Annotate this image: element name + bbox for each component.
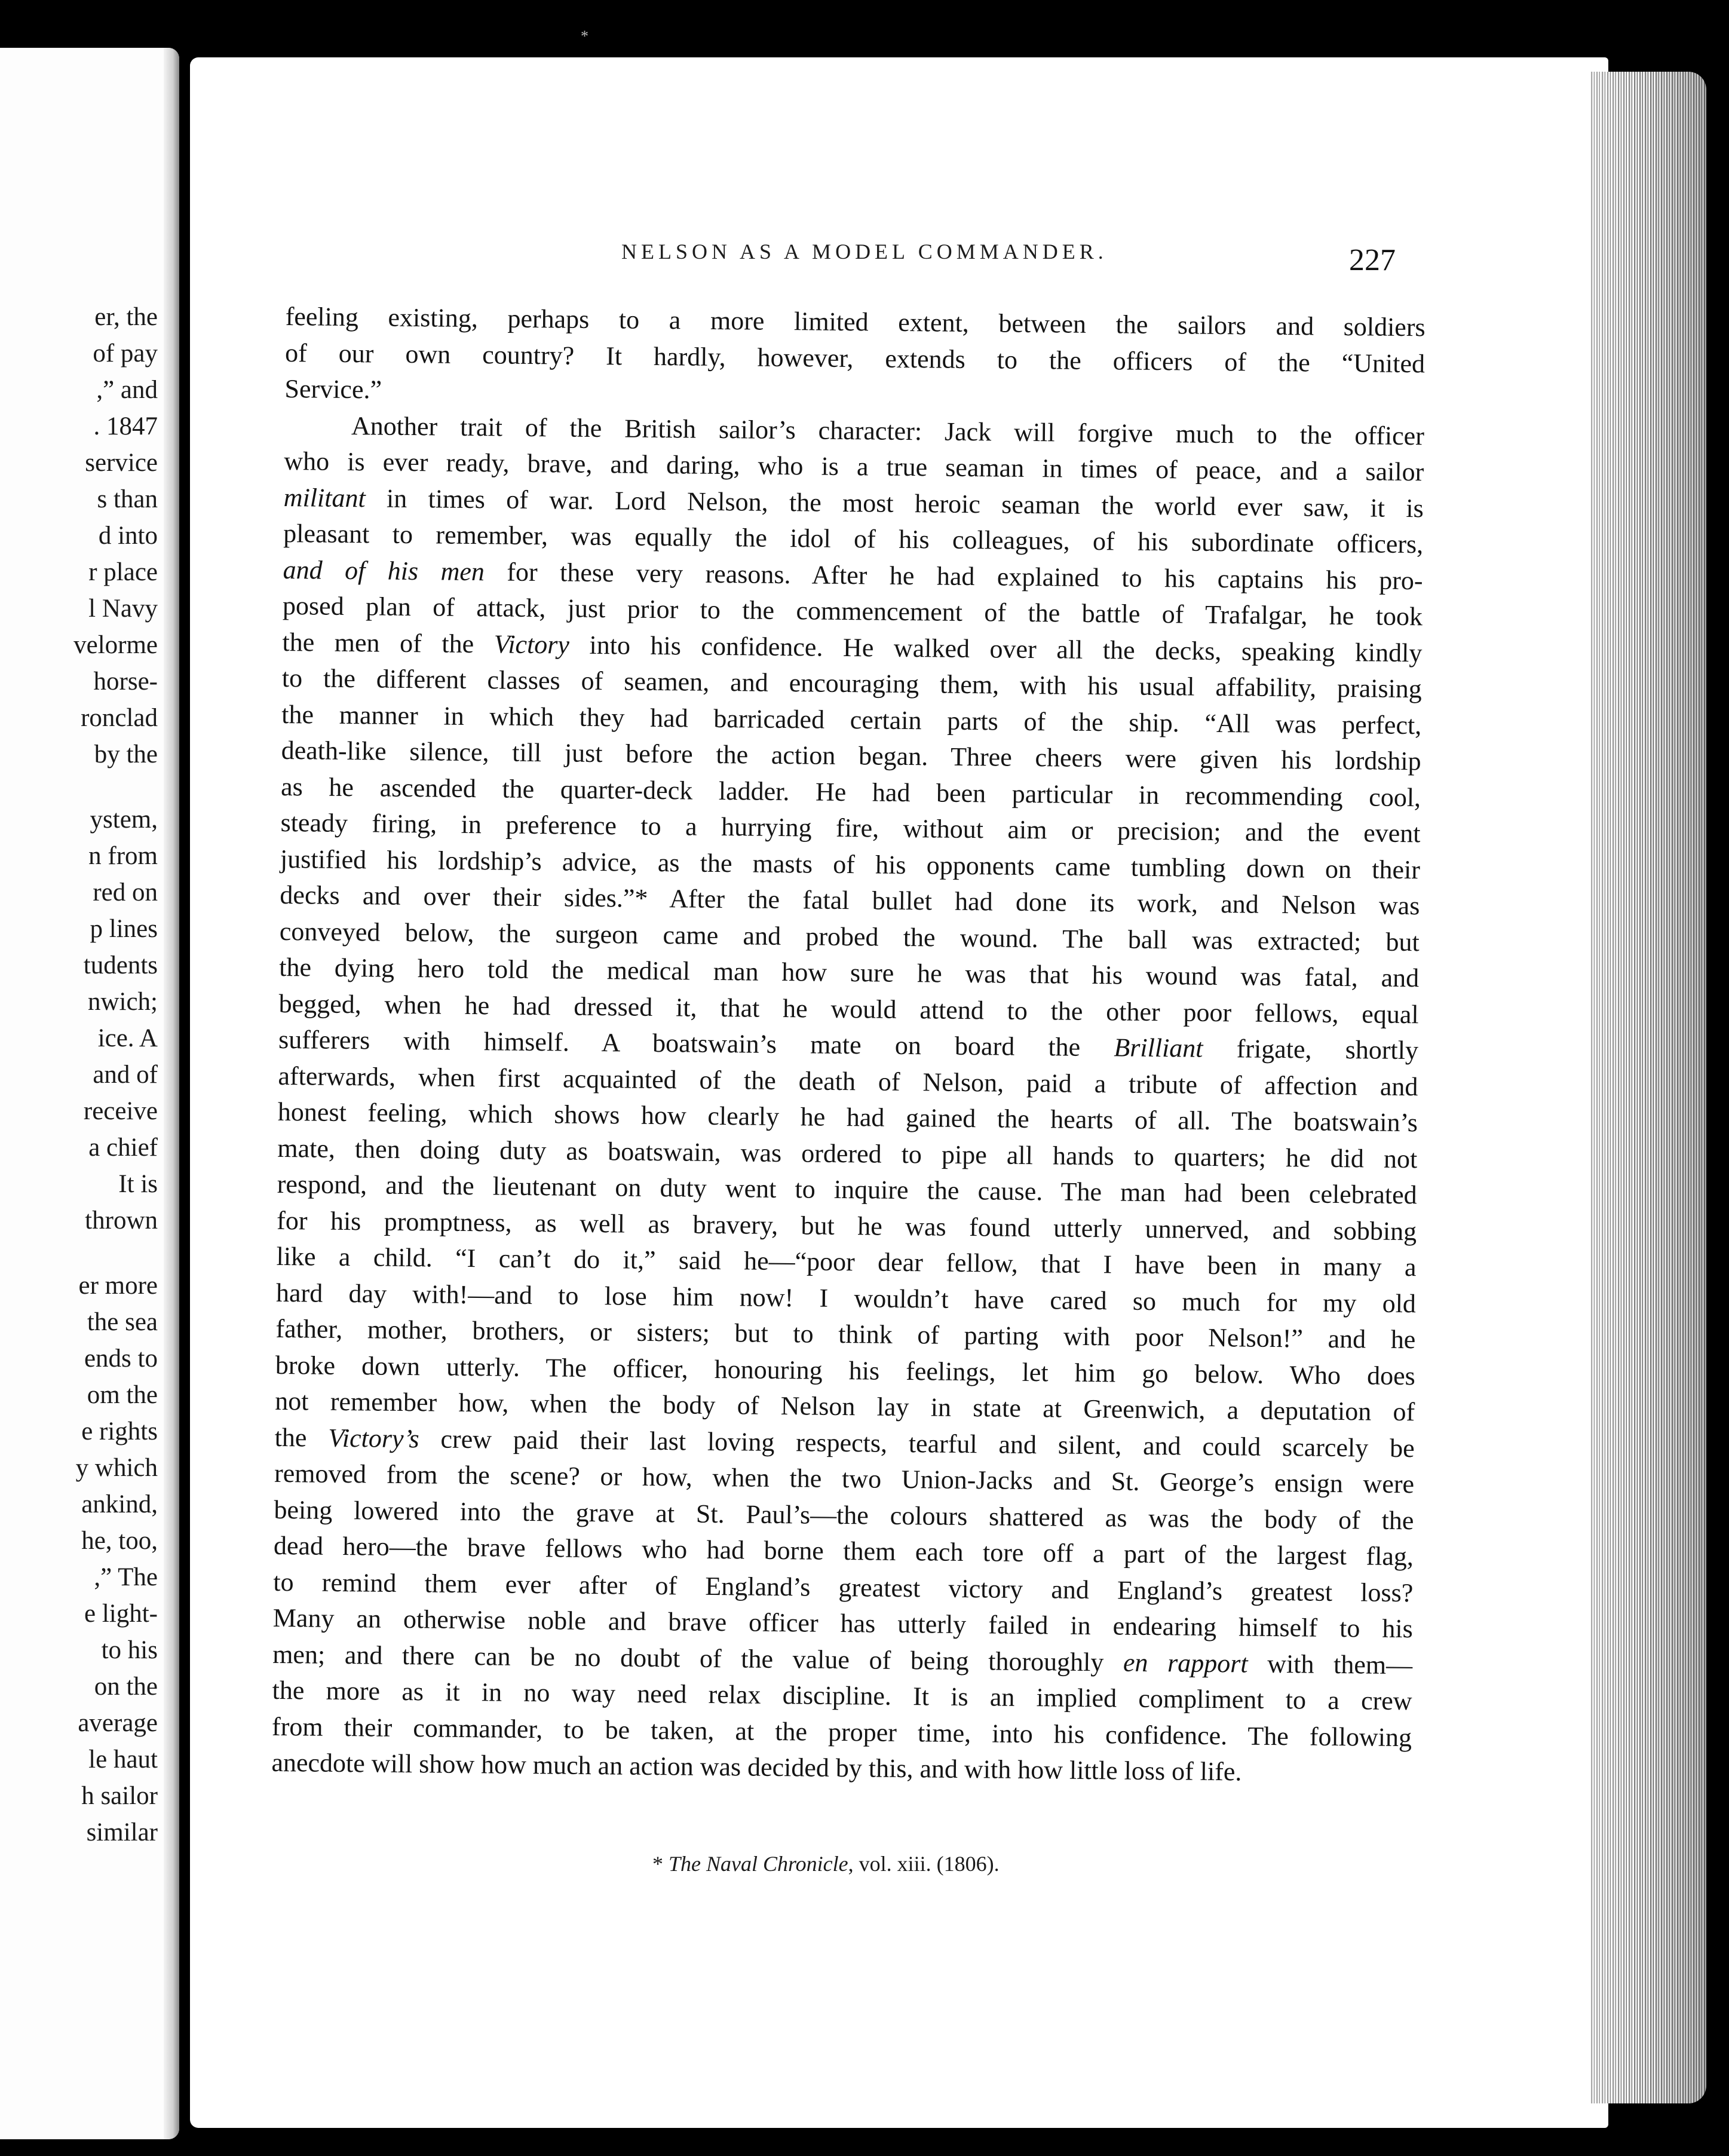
previous-page-line: ,” and — [96, 376, 158, 404]
previous-page-line: average — [78, 1709, 158, 1737]
text-line: sufferers with himself. A boatswain’s mate on board the Brilliant frigate, shortly — [278, 1024, 1419, 1065]
text-line: anecdote will show how much an action was decided by this, and with how little loss of life. — [271, 1747, 1242, 1787]
previous-page-line — [73, 773, 158, 801]
text-line: dead hero—the brave fellows who had borne them each tore off a part of the largest flag, — [273, 1530, 1414, 1572]
text-line: the Victory’s crew paid their last loving respects, tearful and silent, and could scarcely be — [274, 1422, 1415, 1463]
body-text — [271, 299, 1425, 1792]
text-line: honest feeling, which shows how clearly he had gained the hearts of all. The boatswain’s — [277, 1097, 1418, 1138]
previous-page-line: a chief — [88, 1134, 158, 1162]
text-line: respond, and the lieutenant on duty went to inquire the cause. The man had been celebrated — [277, 1169, 1417, 1210]
previous-page-line: ystem, — [90, 806, 158, 834]
previous-page-line: r place — [88, 558, 158, 586]
text-line: the more as it in no way need relax discipline. It is an implied compliment to a crew — [272, 1675, 1412, 1716]
previous-page-line: red on — [93, 878, 158, 906]
text-line: posed plan of attack, just prior to the commencement of the battle of Trafalgar, he took — [282, 590, 1423, 632]
previous-page-line: by the — [94, 740, 158, 768]
previous-page-line: on the — [94, 1673, 158, 1701]
text-line: Many an otherwise noble and brave officer has utterly failed in endearing himself to his — [272, 1603, 1413, 1644]
text-line: Another trait of the British sailor’s character: Jack will forgive much to the officer — [351, 411, 1425, 451]
previous-page-line: service — [85, 449, 158, 477]
text-line: for his promptness, as well as bravery, but he was found utterly unnerved, and sobbing — [276, 1205, 1417, 1246]
text-line: from their commander, to be taken, at the proper time, into his confidence. The following — [271, 1711, 1412, 1752]
text-line: feeling existing, perhaps to a more limited extent, between the sailors and soldiers — [285, 301, 1425, 342]
previous-page-line: n from — [88, 842, 158, 870]
previous-page — [0, 48, 179, 2139]
text-line: and of his men for these very reasons. After he had explained to his captains his pro- — [283, 555, 1423, 595]
previous-page-line: s than — [97, 485, 158, 513]
text-line: mate, then doing duty as boatswain, was ordered to pipe all hands to quarters; he did not — [277, 1133, 1418, 1174]
text-line: militant in times of war. Lord Nelson, the most heroic seaman the world ever saw, it is — [283, 482, 1424, 523]
previous-page-text — [73, 299, 158, 1851]
previous-page-line: er more — [78, 1272, 158, 1300]
text-line: steady firing, in preference to a hurrying fire, without aim or precision; and the event — [280, 807, 1421, 849]
text-line: to remind them ever after of England’s greatest victory and England’s greatest loss? — [273, 1567, 1414, 1607]
previous-page-line: h sailor — [81, 1782, 158, 1810]
text-line: of our own country? It hardly, however, extends to the officers of the “United — [284, 338, 1425, 378]
previous-page-line: e rights — [81, 1417, 158, 1446]
scan-speck: * — [581, 27, 588, 45]
previous-page-line: ice. A — [97, 1024, 158, 1052]
previous-page-line: and of — [93, 1061, 158, 1089]
previous-page-line: ends to — [84, 1345, 158, 1373]
previous-page-line: tudents — [83, 951, 158, 979]
previous-page-line: er, the — [94, 303, 158, 331]
previous-page-line: . 1847 — [93, 412, 158, 440]
previous-page-line: of pay — [93, 339, 158, 368]
previous-page-line: receive — [83, 1097, 158, 1125]
text-line: the manner in which they had barricaded certain parts of the ship. “All was perfect, — [281, 699, 1422, 740]
previous-page-line: d into — [98, 522, 158, 550]
text-line: broke down utterly. The officer, honouring his feelings, let him go below. Who does — [275, 1350, 1416, 1391]
text-line: being lowered into the grave at St. Paul’s—the colours shattered as was the body of the — [274, 1494, 1414, 1535]
text-line: death-like silence, till just before the action began. Three cheers were given his lordship — [281, 735, 1421, 776]
previous-page-line: le haut — [88, 1745, 158, 1774]
previous-page-line: y which — [75, 1454, 158, 1482]
previous-page-line: horse- — [93, 667, 158, 696]
previous-page-line: l Navy — [88, 595, 158, 623]
running-head: NELSON AS A MODEL COMMANDER. — [621, 240, 1108, 264]
text-line: not remember how, when the body of Nelson lay in state at Greenwich, a deputation of — [275, 1386, 1415, 1427]
text-line: father, mother, brothers, or sisters; but to think of parting with poor Nelson!” and he — [275, 1313, 1416, 1355]
previous-page-line — [73, 1239, 158, 1267]
previous-page-line: ronclad — [81, 704, 158, 732]
text-line: pleasant to remember, was equally the idol of his colleagues, of his subordinate officers, — [283, 518, 1424, 559]
text-line: the men of the Victory into his confidence. He walked over all the decks, speaking kindly — [282, 627, 1423, 667]
previous-page-line: nwich; — [87, 988, 158, 1016]
footnote-rest: , vol. xiii. (1806). — [848, 1852, 1000, 1876]
previous-page-line: similar — [86, 1818, 158, 1846]
text-line: the dying hero told the medical man how sure he was that his wound was fatal, and — [279, 952, 1420, 993]
text-line: removed from the scene? or how, when the two Union-Jacks and St. George’s ensign were — [274, 1458, 1415, 1499]
page-number: 227 — [1349, 243, 1396, 277]
page-gutter — [164, 48, 179, 2139]
previous-page-line: to his — [101, 1636, 158, 1664]
previous-page-line: e light- — [84, 1600, 158, 1628]
text-line: who is ever ready, brave, and daring, who is a true seaman in times of peace, and a sailor — [284, 446, 1424, 487]
text-line: afterwards, when first acquainted of the death of Nelson, paid a tribute of affection and — [278, 1061, 1418, 1101]
footnote-mark: * — [652, 1852, 669, 1876]
previous-page-line: velorme — [73, 631, 158, 659]
text-line: men; and there can be no doubt of the value of being thoroughly en rapport with them— — [272, 1639, 1413, 1680]
previous-page-line: It is — [118, 1170, 158, 1198]
footnote — [652, 1851, 1000, 1876]
previous-page-line: ,” The — [94, 1563, 158, 1591]
previous-page-line: p lines — [90, 915, 158, 943]
previous-page-line: om the — [87, 1381, 158, 1409]
previous-page-line: he, too, — [81, 1527, 158, 1555]
previous-page-line: ankind, — [81, 1490, 158, 1518]
text-line: conveyed below, the surgeon came and probed the wound. The ball was extracted; but — [279, 916, 1420, 957]
text-line: as he ascended the quarter-deck ladder. He had been particular in recommending cool, — [280, 771, 1421, 812]
text-line: to the different classes of seamen, and encouraging them, with his usual affability, praising — [281, 663, 1423, 704]
text-line: justified his lordship’s advice, as the masts of his opponents came tumbling down on their — [280, 844, 1421, 884]
text-line: decks and over their sides.”* After the fatal bullet had done its work, and Nelson was — [280, 880, 1420, 921]
previous-page-line: the sea — [87, 1308, 158, 1336]
text-line: like a child. “I can’t do it,” said he—“poor dear fellow, that I have been in many a — [276, 1241, 1417, 1282]
footnote-source: The Naval Chronicle — [669, 1852, 848, 1876]
text-line: begged, when he had dressed it, that he would attend to the other poor fellows, equal — [278, 988, 1419, 1029]
text-line: Service.” — [284, 373, 382, 405]
page-fore-edge-shade — [1589, 72, 1706, 2103]
previous-page-line: thrown — [85, 1206, 158, 1235]
text-line: hard day with!—and to lose him now! I wouldn’t have cared so much for my old — [275, 1278, 1417, 1318]
